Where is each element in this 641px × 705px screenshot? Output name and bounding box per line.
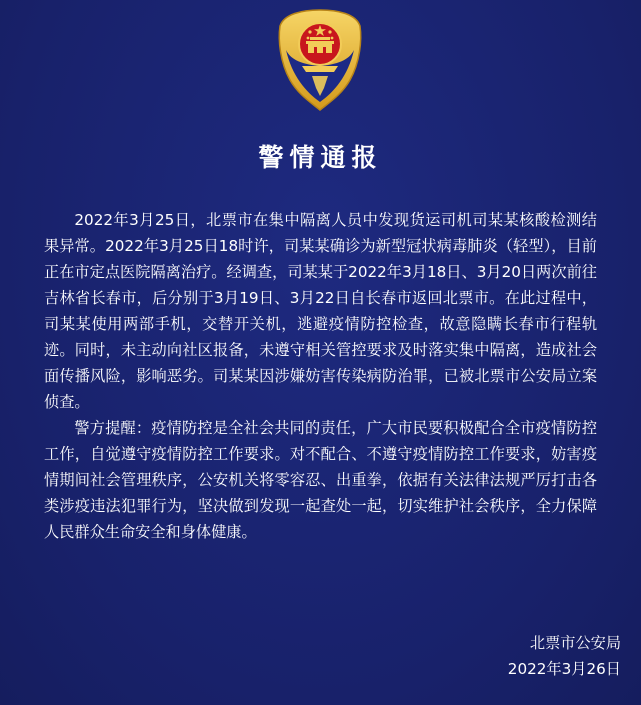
signature-block — [508, 630, 621, 682]
issue-date: 2022年3月26日 — [507, 660, 621, 678]
paragraph-incident: 2022年3月25日，北票市在集中隔离人员中发现货运司机司某某核酸检测结果异常。2022年3月25日18时许，司某某确诊为新型冠状病毒肺炎（轻型），目前正在市定点医院隔离治疗。经调查，司某某于2022年3月18日、3月20日两次前往吉林省长春市，后分别于3月19日、3月22日自长春市返回北票市。在此过程中，司某某使用两部手机，交替开关机，逃避疫情防控检查，故意隐瞒长春市行程轨迹。同时，未主动向社区报备，未遵守相关管控要求及时落实集中隔离，造成社会面传播风险，影响恶劣。司某某因涉嫌妨害传染病防治罪，已被北票市公安局立案侦查。 — [44, 211, 597, 411]
issuing-organization: 北票市公安局 — [529, 634, 621, 652]
notice-body — [44, 207, 597, 545]
notice-title: 警情通报 — [258, 143, 383, 172]
police-emblem-icon — [272, 6, 368, 116]
paragraph-warning: 警方提醒：疫情防控是全社会共同的责任，广大市民要积极配合全市疫情防控工作，自觉遵守疫情防控工作要求。对不配合、不遵守疫情防控工作要求，妨害疫情期间社会管理秩序，公安机关将零容忍、出重拳，依据有关法律法规严厉打击各类涉疫违法犯罪行为，坚决做到发现一起查处一起，切实维护社会秩序，全力保障人民群众生命安全和身体健康。 — [44, 419, 597, 541]
